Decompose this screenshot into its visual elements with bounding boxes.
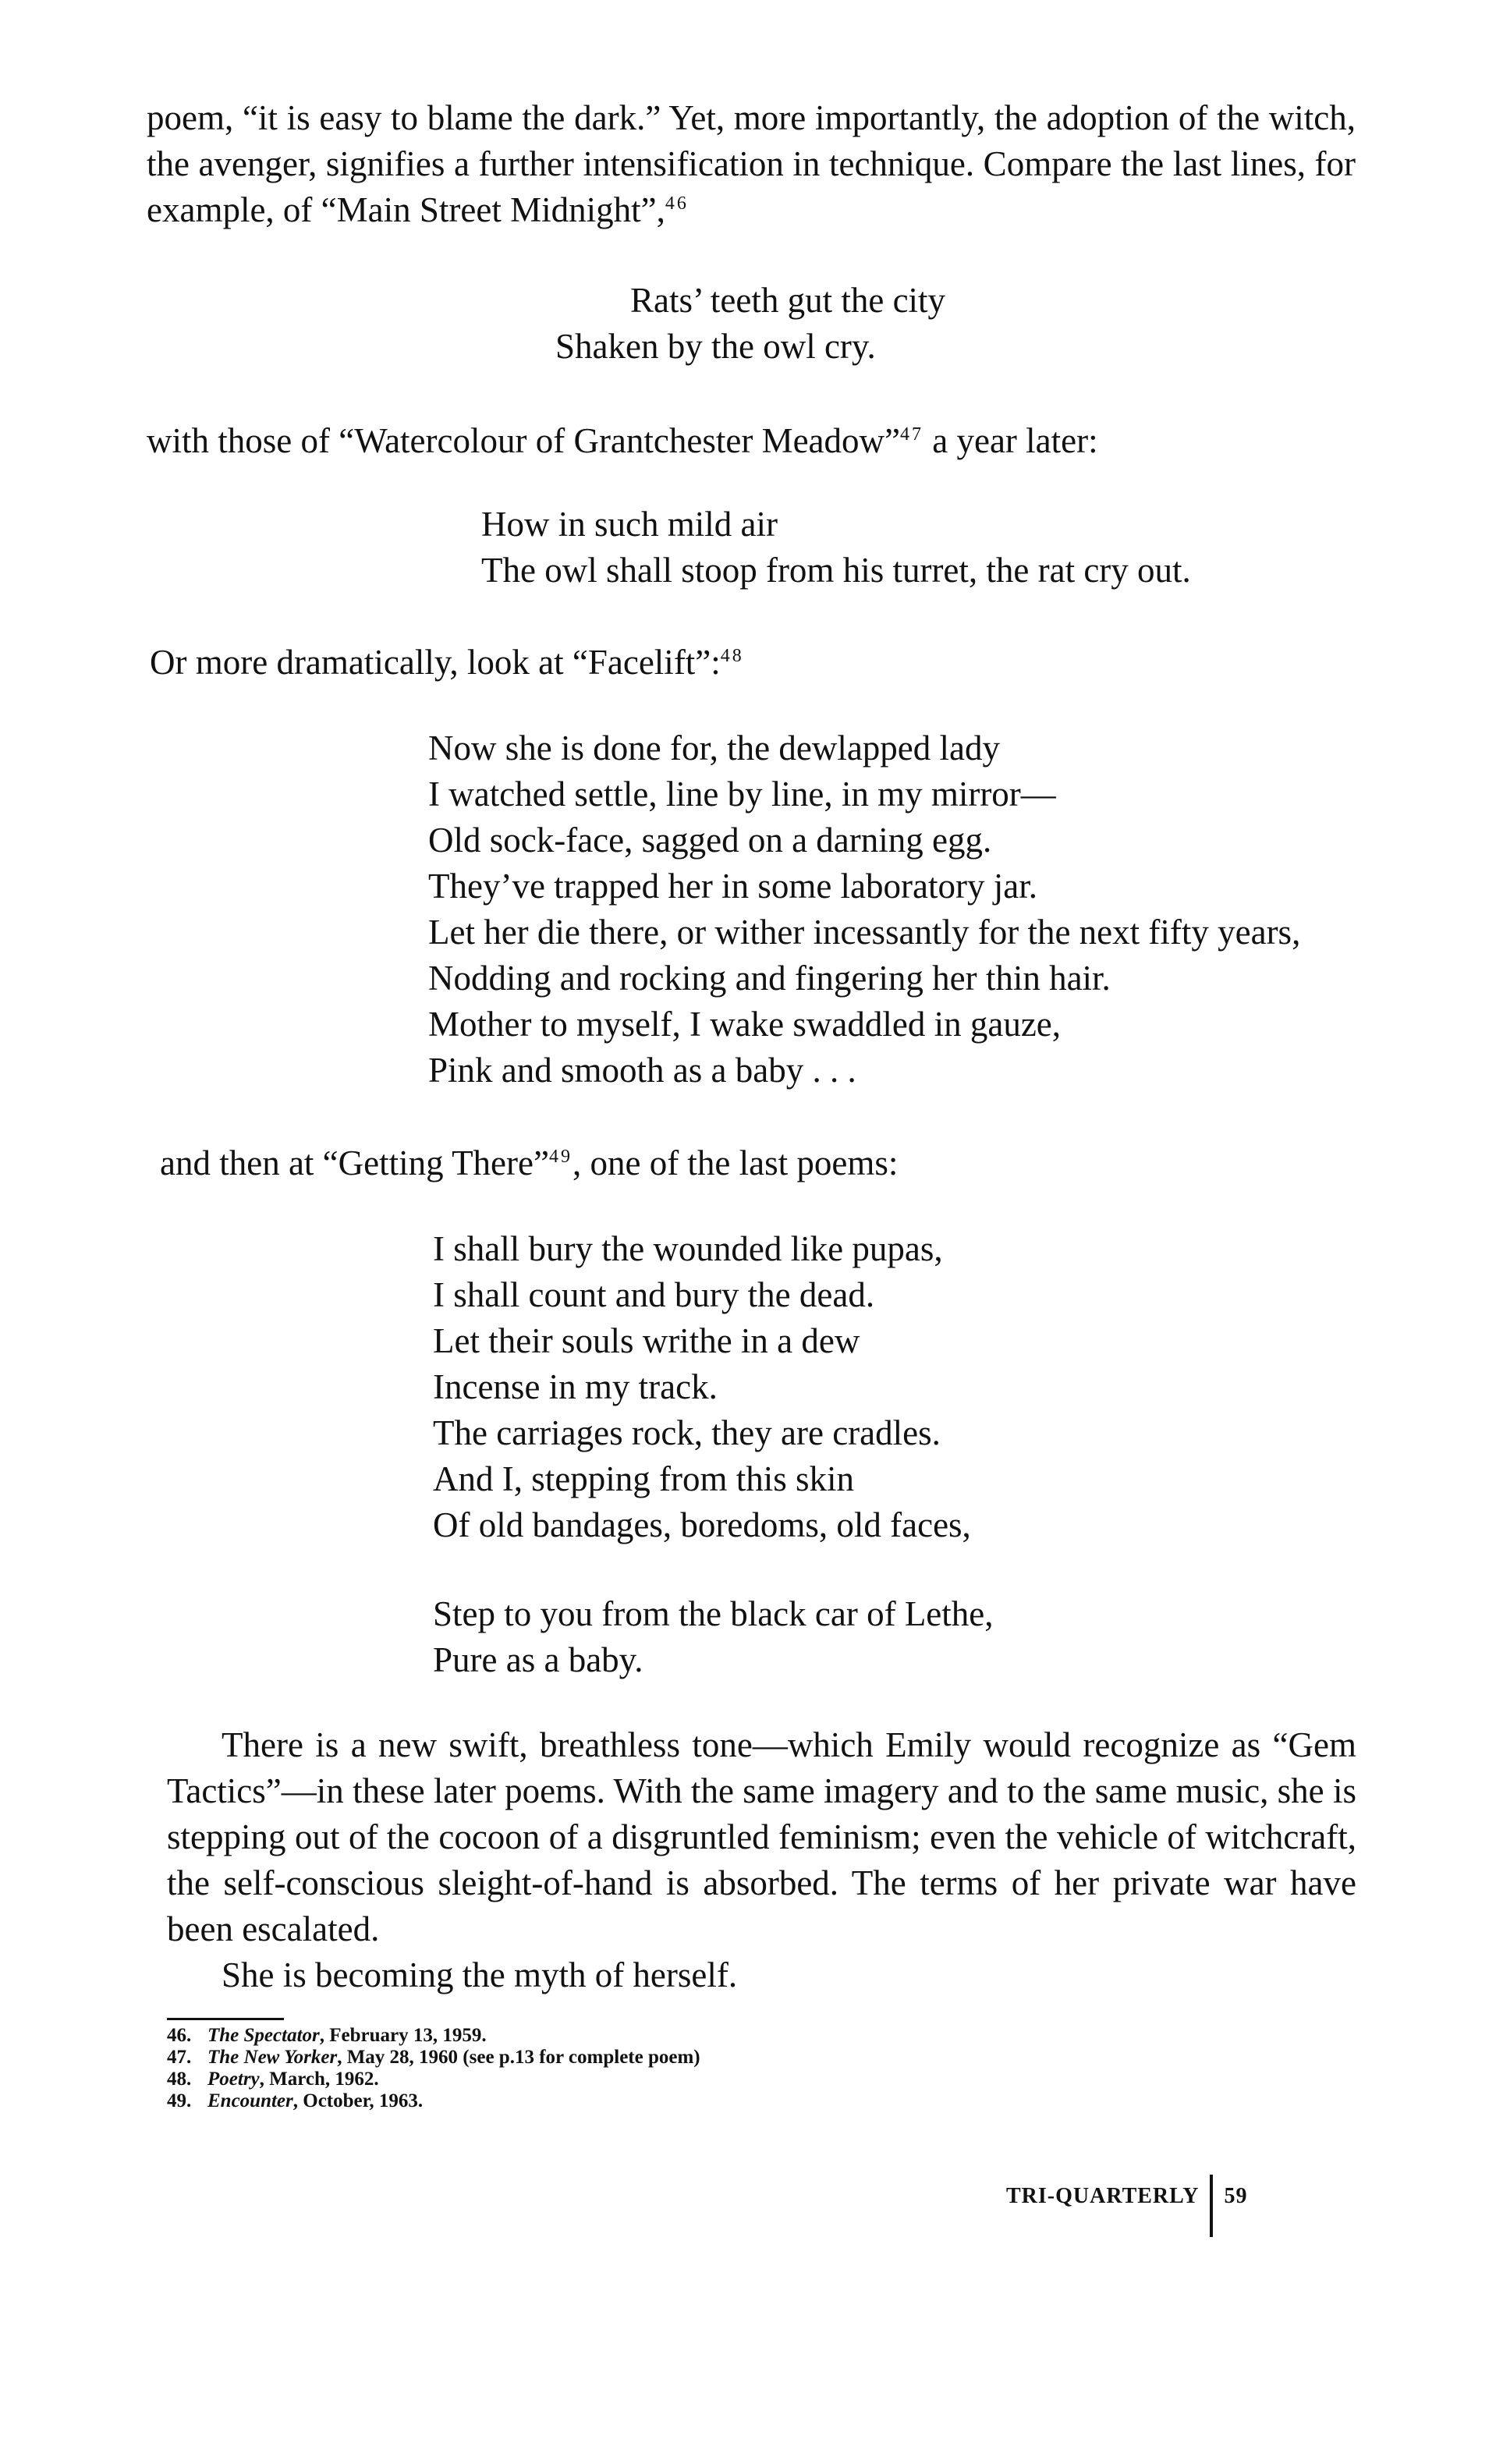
- footnote-title: Poetry: [207, 2069, 260, 2090]
- footnote-rule: [167, 2018, 284, 2020]
- page-footer: [1006, 2175, 1247, 2237]
- quote-main-street-midnight: [555, 278, 945, 370]
- verse-line: Pink and smooth as a baby . . .: [428, 1051, 856, 1090]
- lead-text: with those of “Watercolour of Grantchester Meadow”: [147, 421, 901, 460]
- paragraph-closing: [167, 1722, 1356, 1998]
- journal-name: TRI-QUARTERLY: [1006, 2184, 1200, 2208]
- footnote-title: Encounter: [207, 2090, 293, 2111]
- verse-line: They’ve trapped her in some laboratory jar.: [428, 867, 1037, 906]
- stanza-break: [433, 1548, 994, 1591]
- quote-facelift: [428, 725, 1300, 1094]
- verse-line: The carriages rock, they are cradles.: [433, 1413, 941, 1452]
- verse-line: Shaken by the owl cry.: [555, 327, 876, 366]
- lead-text-after: , one of the last poems:: [572, 1143, 899, 1182]
- verse-line: I shall bury the wounded like pupas,: [433, 1229, 943, 1268]
- footnote-49: 49. Encounter, October, 1963.: [167, 2090, 424, 2111]
- page-number: 59: [1224, 2184, 1248, 2208]
- verse-line: The owl shall stoop from his turret, the rat cry out.: [481, 551, 1191, 590]
- footnote-ref-46: 46: [665, 193, 689, 214]
- footnote-title: The New Yorker: [207, 2047, 338, 2068]
- lead-text: and then at “Getting There”: [160, 1143, 549, 1182]
- footnote-47: 47. The New Yorker, May 28, 1960 (see p.13 for complete poem): [167, 2047, 700, 2068]
- verse-line: Mother to myself, I wake swaddled in gauze,: [428, 1005, 1062, 1044]
- verse-line: How in such mild air: [481, 505, 778, 544]
- footnote-title: The Spectator: [207, 2025, 320, 2046]
- verse-line: Let her die there, or wither incessantly for the next fifty years,: [428, 913, 1301, 952]
- verse-line: Now she is done for, the dewlapped lady: [428, 729, 1001, 768]
- quote-getting-there: [433, 1226, 994, 1683]
- verse-line: I shall count and bury the dead.: [433, 1275, 875, 1314]
- verse-line: And I, stepping from this skin: [433, 1459, 854, 1498]
- footnote-ref-47: 47: [900, 424, 924, 445]
- verse-line: Incense in my track.: [433, 1367, 718, 1406]
- verse-line: Let their souls writhe in a dew: [433, 1321, 860, 1360]
- paragraph-new-tone: There is a new swift, breathless tone—which Emily would recognize as “Gem Tactics”—in these later poems. With the same imagery and to the same music, she is stepping out of the cocoon of a disgruntled feminism; even the vehicle of witchcraft, the self-conscious sleight-of-hand is absorbed. The terms of her private war have been escalated.: [167, 1725, 1356, 1948]
- verse-line: Old sock-face, sagged on a darning egg.: [428, 821, 992, 860]
- paragraph-getting-there-lead: [160, 1140, 898, 1186]
- paragraph-intro-text: poem, “it is easy to blame the dark.” Yet, more importantly, the adoption of the witch, the avenger, signifies a further intensification in technique. Compare the last lines, for example, of “Main Street Midnight”,: [147, 98, 1356, 229]
- paragraph-facelift-lead: [150, 640, 744, 686]
- paragraph-watercolour-lead: [147, 418, 1098, 464]
- quote-watercolour: [481, 502, 1191, 594]
- verse-line: Rats’ teeth gut the city: [630, 281, 946, 320]
- verse-line: Step to you from the black car of Lethe,: [433, 1594, 994, 1633]
- verse-line: I watched settle, line by line, in my mirror—: [428, 775, 1056, 814]
- footnote-ref-48: 48: [720, 646, 744, 666]
- lead-text-after: a year later:: [923, 421, 1098, 460]
- footnote-ref-49: 49: [548, 1147, 573, 1167]
- lead-text: Or more dramatically, look at “Facelift”:: [150, 643, 721, 682]
- verse-line: Nodding and rocking and fingering her thin hair.: [428, 959, 1111, 998]
- footnote-48: 48. Poetry, March, 1962.: [167, 2069, 379, 2090]
- verse-line: Pure as a baby.: [433, 1640, 643, 1679]
- footnote-46: 46. The Spectator, February 13, 1959.: [167, 2025, 487, 2046]
- footnotes: [167, 2025, 700, 2112]
- verse-line: Of old bandages, boredoms, old faces,: [433, 1505, 971, 1544]
- paragraph-intro: [147, 95, 1356, 233]
- paragraph-myth: She is becoming the myth of herself.: [222, 1955, 738, 1994]
